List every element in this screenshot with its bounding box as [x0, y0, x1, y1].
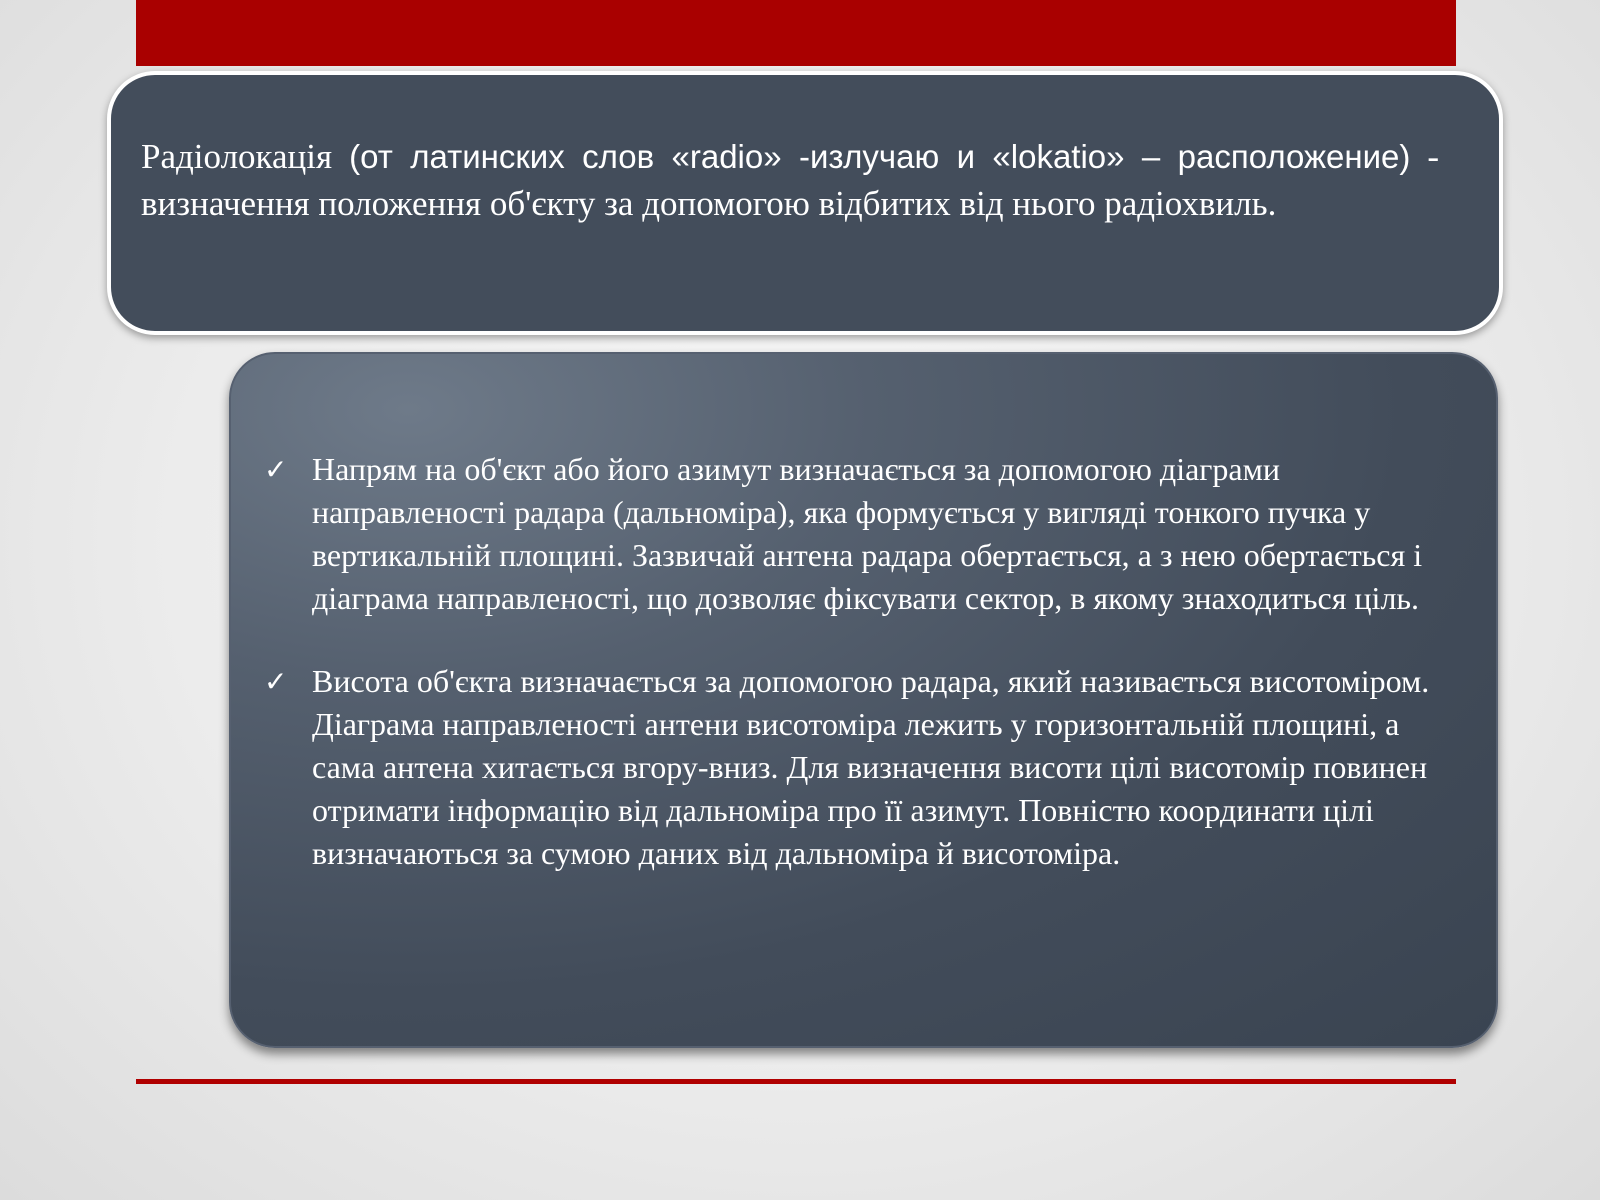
definition-origin: (от латинских слов «radio» -излучаю и «lokatio» – расположение): [349, 138, 1411, 175]
top-accent-bar: [136, 0, 1456, 66]
definition-term: Радіолокація: [141, 137, 333, 176]
bullet-text: Висота об'єкта визначається за допомогою радара, який називається висотоміром. Діаграма направленості антени висотоміра лежить у горизонтальній площині, а сама антена хитається вгору-вниз. Для визначення висоти цілі висотомір повинен отримати інформацію від дальноміра про її азимут. Повністю координати цілі визначаються за сумою даних від дальноміра й висотоміра.: [312, 663, 1430, 871]
bullet-text: Напрям на об'єкт або його азимут визначається за допомогою діаграми направленості радара (дальноміра), яка формується у вигляді тонкого пучка у вертикальній площині. Зазвичай антена радара обертається, а з нею обертається і діаграма направленості, що дозволяє фіксувати сектор, в якому знаходиться ціль.: [312, 451, 1423, 616]
bottom-divider-line: [136, 1079, 1456, 1084]
checkmark-icon: ✓: [264, 665, 288, 698]
details-box: [229, 352, 1498, 1048]
checkmark-icon: ✓: [264, 453, 288, 486]
bullet-item-direction: [264, 448, 1466, 620]
definition-description: - визначення положення об'єкту за допомогою відбитих від нього радіохвиль.: [141, 137, 1439, 223]
bullet-item-height: [264, 660, 1466, 875]
definition-box: [107, 71, 1503, 335]
